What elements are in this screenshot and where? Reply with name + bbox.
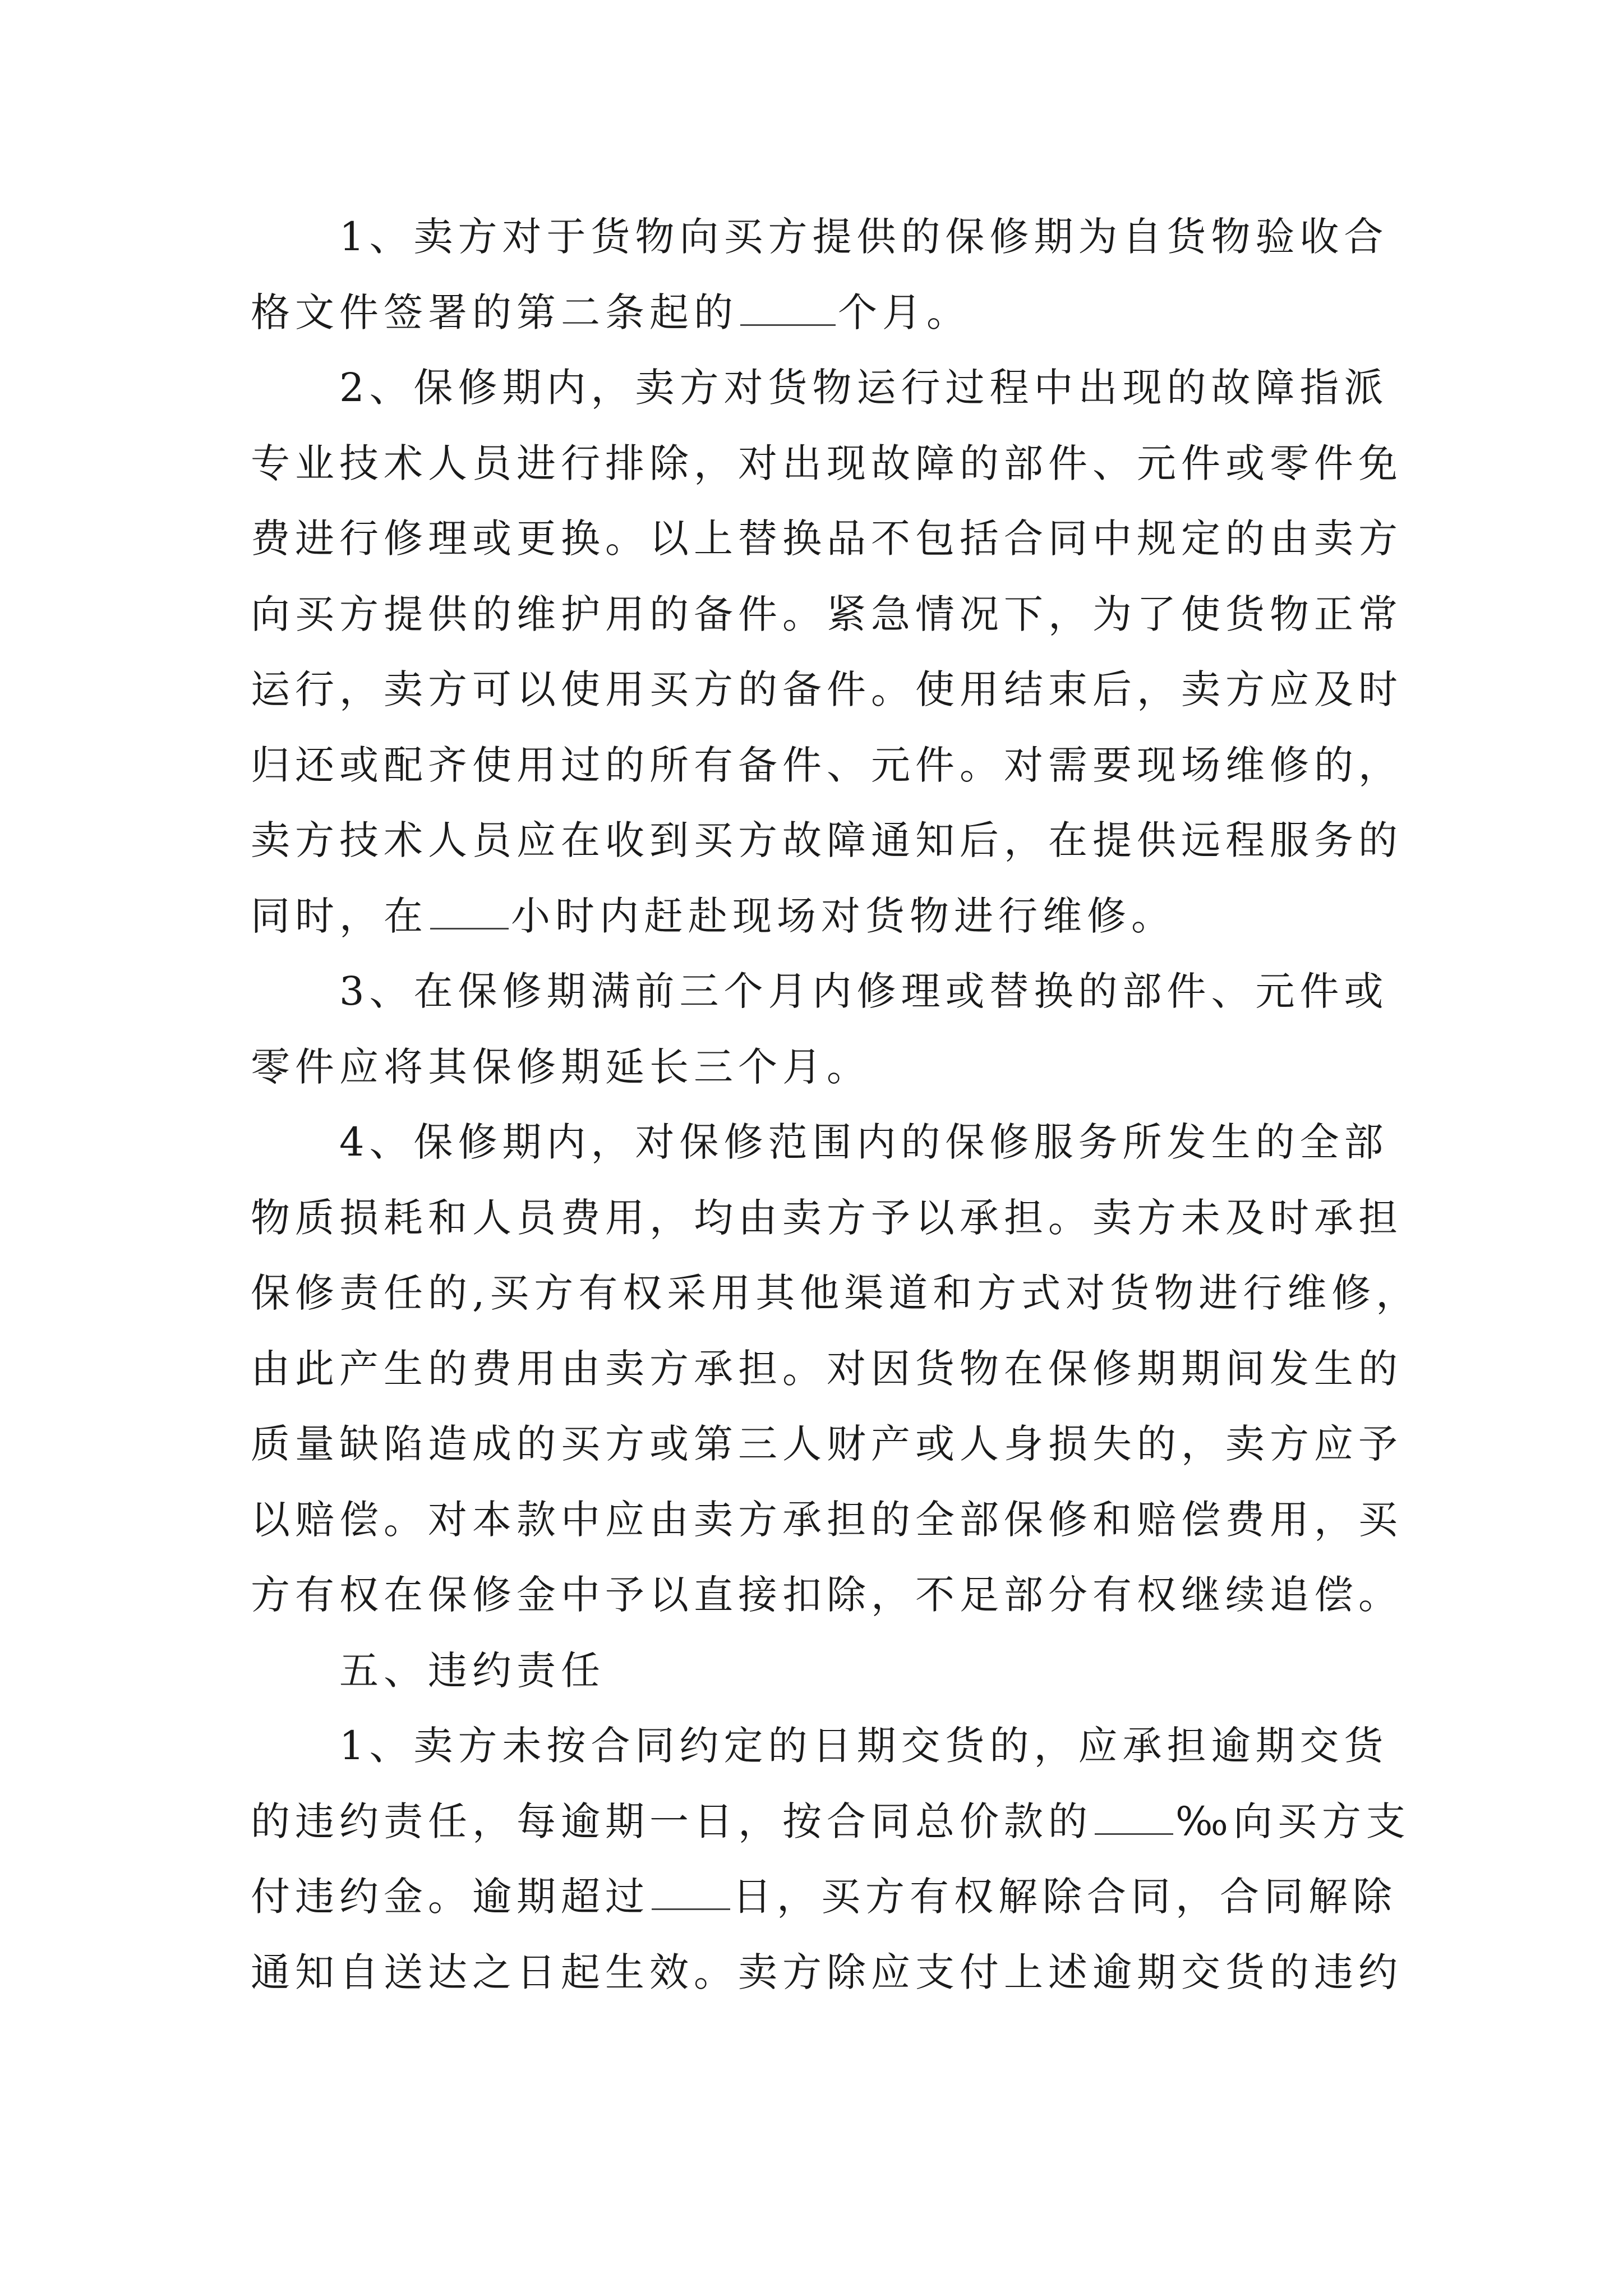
text-line	[251, 1029, 1389, 1105]
text-line	[251, 878, 1389, 954]
text-run: 格文件签署的第二条起的	[251, 289, 738, 335]
text-line	[251, 1708, 1389, 1784]
text-line	[251, 1935, 1403, 2010]
text-run: 同时，在	[251, 892, 428, 939]
text-run: 小时内赶赴现场对货物进行维修。	[511, 892, 1175, 939]
text-run: 费进行修理或更换。以上替换品不包括合同中规定的由卖方	[251, 516, 1403, 562]
text-run: 通知自送达之日起生效。卖方除应支付上述逾期交货的违约	[251, 1949, 1403, 1995]
text-run: 以赔偿。对本款中应由卖方承担的全部保修和赔偿费用，买	[251, 1496, 1403, 1543]
text-line	[251, 1406, 1403, 1482]
text-run: 运行，卖方可以使用买方的备件。使用结束后，卖方应及时	[251, 666, 1403, 712]
text-run: 个月。	[838, 289, 971, 335]
heading-text: 五、违约责任	[339, 1647, 605, 1694]
text-run: 保修责任的,买方有权采用其他渠道和方式对货物进行维修，	[251, 1270, 1421, 1316]
text-line	[251, 577, 1403, 652]
text-run: 付违约金。逾期超过	[251, 1874, 649, 1920]
text-line	[251, 1859, 1397, 1935]
text-line	[251, 1180, 1403, 1256]
text-line	[251, 1331, 1403, 1407]
text-run: 向买方提供的维护用的备件。紧急情况下，为了使货物正常	[251, 591, 1403, 637]
fill-in-blank[interactable]	[740, 289, 836, 326]
section-heading	[251, 1633, 1389, 1709]
text-line	[251, 1482, 1403, 1558]
text-line	[251, 426, 1403, 501]
document-body	[251, 199, 1421, 2010]
text-run: 1、卖方对于货物向买方提供的保修期为自货物验收合	[339, 214, 1389, 260]
text-line	[251, 1255, 1421, 1331]
text-line	[251, 652, 1403, 728]
text-run: 物质损耗和人员费用，均由卖方予以承担。卖方未及时承担	[251, 1194, 1403, 1241]
fill-in-blank[interactable]	[652, 1874, 730, 1910]
text-line	[251, 501, 1403, 577]
text-line	[251, 275, 1389, 351]
text-run: 2、保修期内，卖方对货物运行过程中出现的故障指派	[339, 365, 1389, 411]
text-run: 零件应将其保修期延长三个月。	[251, 1043, 871, 1090]
text-run: 3、在保修期满前三个月内修理或替换的部件、元件或	[339, 968, 1389, 1014]
text-run: 由此产生的费用由卖方承担。对因货物在保修期期间发生的	[251, 1345, 1403, 1392]
text-line	[251, 728, 1403, 803]
text-run: 日，买方有权解除合同，合同解除	[732, 1874, 1397, 1920]
text-line	[251, 1557, 1403, 1633]
text-run: 专业技术人员进行排除，对出现故障的部件、元件或零件免	[251, 440, 1403, 486]
fill-in-blank[interactable]	[430, 893, 509, 930]
text-run: 4、保修期内，对保修范围内的保修服务所发生的全部	[339, 1119, 1389, 1165]
text-run: 方有权在保修金中予以直接扣除，不足部分有权继续追偿。	[251, 1572, 1403, 1618]
text-run: 1、卖方未按合同约定的日期交货的，应承担逾期交货	[339, 1723, 1389, 1769]
text-run: 卖方技术人员应在收到买方故障通知后，在提供远程服务的	[251, 817, 1403, 863]
text-line	[251, 803, 1403, 878]
text-line	[251, 954, 1389, 1029]
text-run: 归还或配齐使用过的所有备件、元件。对需要现场维修的，	[251, 742, 1403, 788]
text-run: 的违约责任，每逾期一日，按合同总价款的	[251, 1798, 1092, 1844]
text-line	[251, 1784, 1410, 1860]
text-run: 质量缺陷造成的买方或第三人财产或人身损失的，卖方应予	[251, 1421, 1403, 1467]
text-run: ‰向买方支	[1175, 1798, 1410, 1844]
text-line	[251, 1105, 1389, 1180]
text-line	[251, 199, 1389, 275]
text-line	[251, 350, 1389, 426]
fill-in-blank[interactable]	[1095, 1798, 1173, 1835]
